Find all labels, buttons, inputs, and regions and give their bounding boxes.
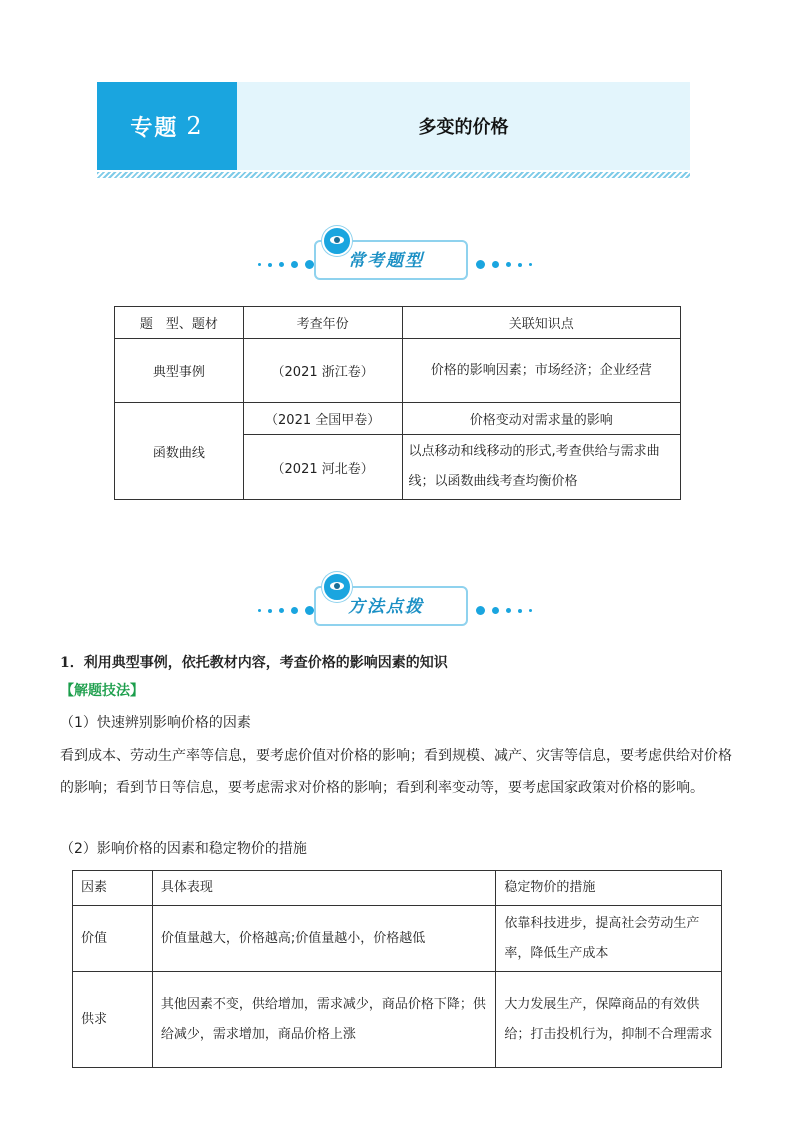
price-factor-table xyxy=(72,870,722,1068)
content-heading: 1．利用典型事例，依托教材内容，考查价格的影响因素的知识 xyxy=(60,655,448,671)
decor-dots-right xyxy=(476,260,532,269)
table-header: 稳定物价的措施 xyxy=(496,871,722,906)
table-cell-point: 价格的影响因素；市场经济；企业经营 xyxy=(402,339,680,403)
table-header: 考查年份 xyxy=(243,307,402,339)
topic-label: 专题 xyxy=(130,114,179,141)
table-header: 具体表现 xyxy=(152,871,495,906)
technique-tag: 【解题技法】 xyxy=(60,683,144,699)
topic-number: 2 xyxy=(186,112,204,140)
table-cell-measure: 大力发展生产，保障商品的有效供给；打击投机行为，抑制不合理需求 xyxy=(496,972,722,1068)
section-header-common-types xyxy=(250,226,540,296)
topic-banner xyxy=(97,82,690,170)
table-cell-detail: 价值量越大，价格越高;价值量越小，价格越低 xyxy=(152,906,495,972)
banner-stripe-divider xyxy=(97,172,690,178)
paragraph-1: 看到成本、劳动生产率等信息，要考虑价值对价格的影响；看到规模、减产、灾害等信息，要考虑供给对价格的影响；看到节日等信息，要考虑需求对价格的影响；看到利率变动等，要考虑国家政策对价格的影响。 xyxy=(60,748,732,796)
table-cell-detail: 其他因素不变，供给增加，需求减少，商品价格下降；供给减少，需求增加，商品价格上涨 xyxy=(152,972,495,1068)
decor-dots-left xyxy=(258,606,314,615)
table-cell-year: （2021 全国甲卷） xyxy=(243,403,402,435)
table-header: 题 型、题材 xyxy=(115,307,244,339)
table-header: 关联知识点 xyxy=(402,307,680,339)
section-title: 常考题型 xyxy=(348,251,424,271)
table-cell-point: 价格变动对需求量的影响 xyxy=(402,403,680,435)
question-type-table xyxy=(114,306,681,500)
table-cell-year: （2021 河北卷） xyxy=(243,435,402,500)
topic-title: 多变的价格 xyxy=(237,82,690,170)
subheading-2: （2）影响价格的因素和稳定物价的措施 xyxy=(60,841,307,857)
subheading-1: （1）快速辨别影响价格的因素 xyxy=(60,715,251,731)
topic-number-block xyxy=(97,82,237,170)
section-title: 方法点拨 xyxy=(348,597,424,617)
decor-dots-right xyxy=(476,606,532,615)
table-cell-point: 以点移动和线移动的形式,考查供给与需求曲线；以函数曲线考查均衡价格 xyxy=(402,435,680,500)
table-cell-factor: 价值 xyxy=(73,906,153,972)
table-cell-type: 典型事例 xyxy=(115,339,244,403)
table-cell-measure: 依靠科技进步，提高社会劳动生产率，降低生产成本 xyxy=(496,906,722,972)
section-header-method-tips xyxy=(250,572,540,642)
decor-dots-left xyxy=(258,260,314,269)
table-cell-year: （2021 浙江卷） xyxy=(243,339,402,403)
table-header: 因素 xyxy=(73,871,153,906)
table-cell-factor: 供求 xyxy=(73,972,153,1068)
table-cell-type: 函数曲线 xyxy=(115,403,244,500)
